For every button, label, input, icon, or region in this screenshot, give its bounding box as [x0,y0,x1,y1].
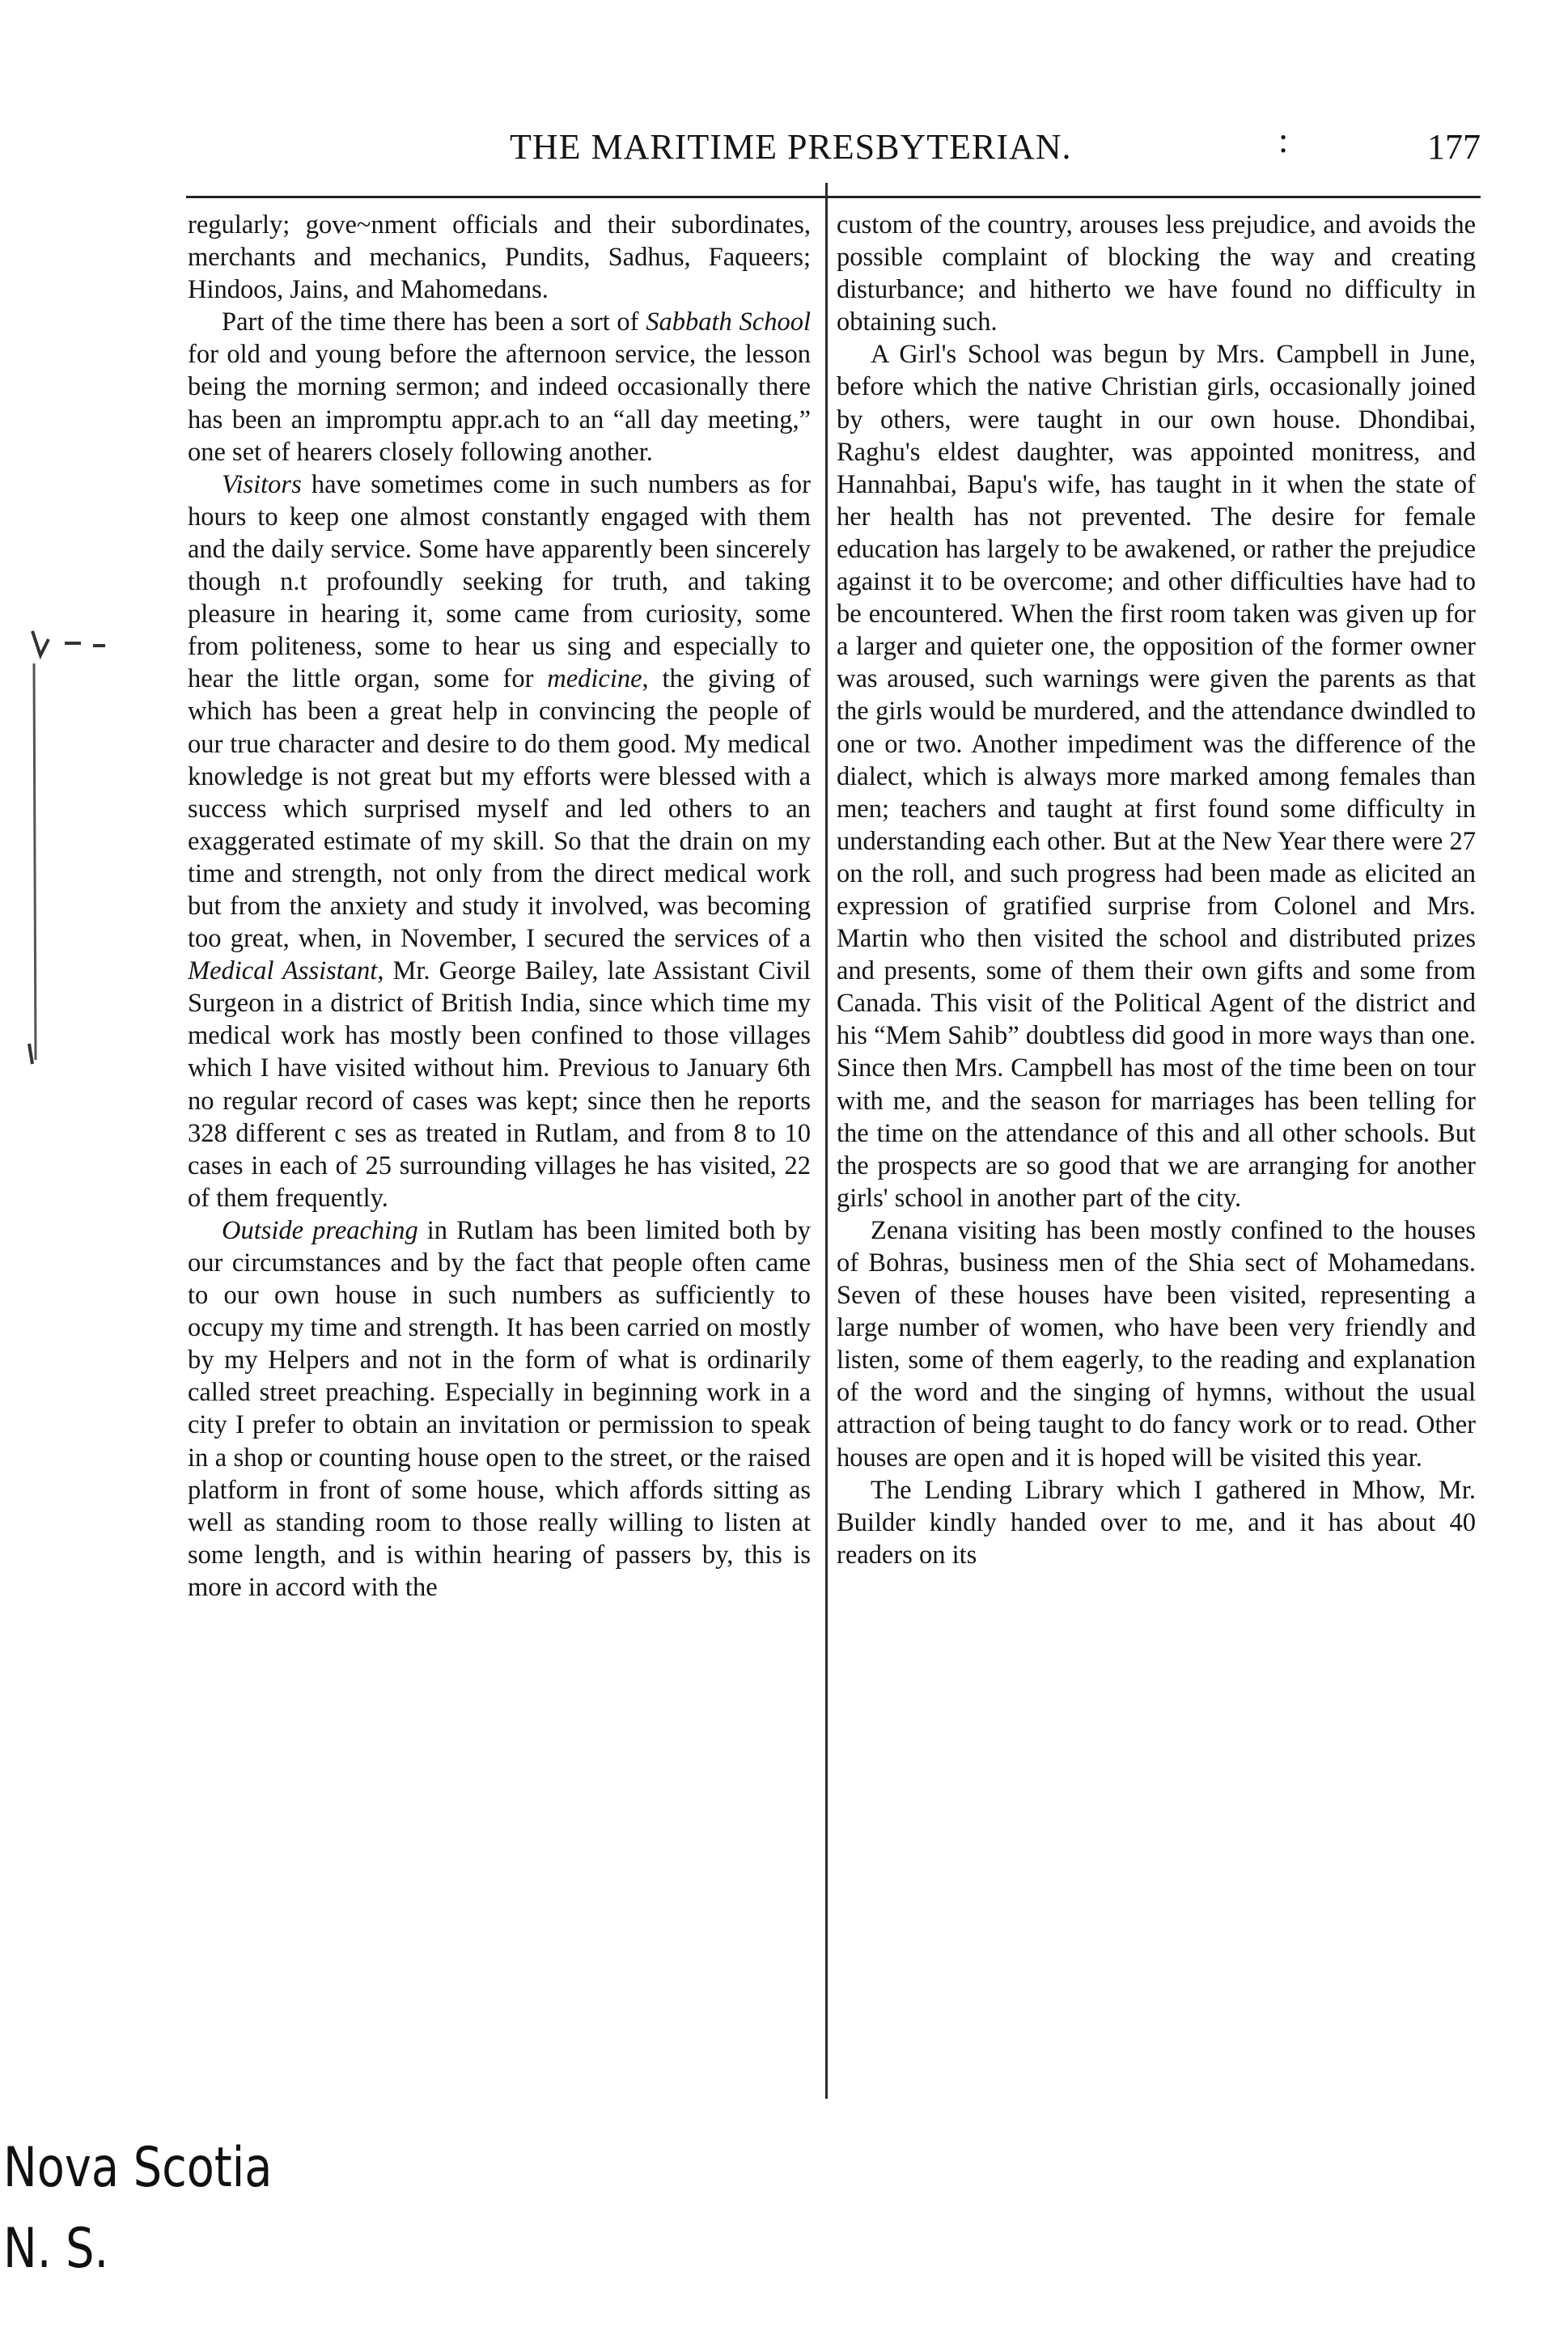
header-rule [186,196,1481,198]
header-mark: : [1278,121,1289,160]
library-stamp [0,2136,275,2330]
journal-title: THE MARITIME PRESBYTERIAN. [510,127,1072,167]
right-paragraph: custom of the country, arouses less prejudice, and avoids the possible complaint of blocking the way and creating disturbance; and hitherto we have found no difficulty in obtaining such. [837,210,1476,337]
stamp-line-1: Nova Scotia [3,2136,273,2200]
stamp-line-2: N. S. [3,2217,109,2281]
right-column [837,209,1476,2094]
left-paragraph: Visitors have sometimes come in such numbers as for hours to keep one almost constantly engaged with them and the daily service. Some have apparently been sincerely though n.t profoundly seeking for truth, and taking pleasure in hearing it, some came from curiosity, some from politeness, some to hear us sing and especially to hear the little organ, some for medicine, the giving of which has been a great help in convincing the people of our true character and desire to do them good. My medical knowledge is not great but my efforts were blessed with a success which surprised myself and led others to an exaggerated estimate of my skill. So that the drain on my time and strength, not only from the direct medical work but from the anxiety and study it involved, was becoming too great, when, in November, I secured the services of a Medical Assistant, Mr. George Bailey, late Assistant Civil Surgeon in a district of British India, since which time my medical work has mostly been confined to those villages which I have visited without him. Previous to January 6th no regular record of cases was kept; since then he reports 328 different c ses as treated in Rutlam, and from 8 to 10 cases in each of 25 surrounding villages he has visited, 22 of them frequently. [188,469,811,1213]
left-column [188,209,811,2094]
right-paragraph: The Lending Library which I gathered in Mhow, Mr. Builder kindly handed over to me, and it has about 40 readers on its [837,1475,1476,1570]
left-paragraph: Part of the time there has been a sort of Sabbath School for old and young before the afternoon service, the lesson being the morning sermon; and indeed occasionally there has been an impromptu appr.ach to an “all day meeting,” one set of hearers closely following another. [188,307,811,467]
left-paragraph: Outside preaching in Rutlam has been limited both by our circumstances and by the fact that people often came to our own house in such numbers as sufficiently to occupy my time and strength. It has been carried on mostly by my Helpers and not in the form of what is ordinarily called street preaching. Especially in beginning work in a city I prefer to obtain an invitation or permission to speak in a shop or counting house open to the street, or the raised platform in front of some house, which affords sitting as well as standing room to those really willing to listen at some length, and is within hearing of passers by, this is more in accord with the [188,1215,811,1602]
column-divider [825,183,828,2099]
running-header [186,120,1481,168]
left-paragraph: regularly; gove~nment officials and their subordinates, merchants and mechanics, Pundits, Sadhus, Faqueers; Hindoos, Jains, and Mahomedans. [188,210,811,305]
right-paragraph: Zenana visiting has been mostly confined to the houses of Bohras, business men of the Shia sect of Mohamedans. Seven of these houses have been visited, representing a large number of women, who have been very friendly and listen, some of them eagerly, to the reading and explanation of the word and the singing of hymns, without the usual attraction of being taught to do fancy work or to read. Other houses are open and it is hoped will be visited this year. [837,1215,1476,1473]
right-paragraph: A Girl's School was begun by Mrs. Campbell in June, before which the native Christian girls, occasionally joined by others, were taught in our own house. Dhondibai, Raghu's eldest daughter, was appointed monitress, and Hannahbai, Bapu's wife, has taught in it when the state of her health has not prevented. The desire for female education has largely to be awakened, or rather the prejudice against it to be overcome; and other difficulties have had to be encountered. When the first room taken was given up for a larger and quieter one, the opposition of the former owner was aroused, such warnings were given the parents as that the girls would be murdered, and the attendance dwindled to one or two. Another impediment was the difference of the dialect, which is always more marked among females than men; teachers and taught at first found some difficulty in understanding each other. But at the New Year there were 27 on the roll, and such progress had been made as elicited an expression of gratified surprise from Colonel and Mrs. Martin who then visited the school and distributed prizes and presents, some of them their own gifts and some from Canada. This visit of the Political Agent of the district and his “Mem Sahib” doubtless did good in more ways than one. Since then Mrs. Campbell has most of the time been on tour with me, and the season for marriages has been telling for the time on the attendance of this and all other schools. But the prospects are so good that we are arranging for another girls' school in another part of the city. [837,340,1476,1213]
margin-pencil-marks [16,623,138,1076]
page-number: 177 [1427,127,1481,167]
